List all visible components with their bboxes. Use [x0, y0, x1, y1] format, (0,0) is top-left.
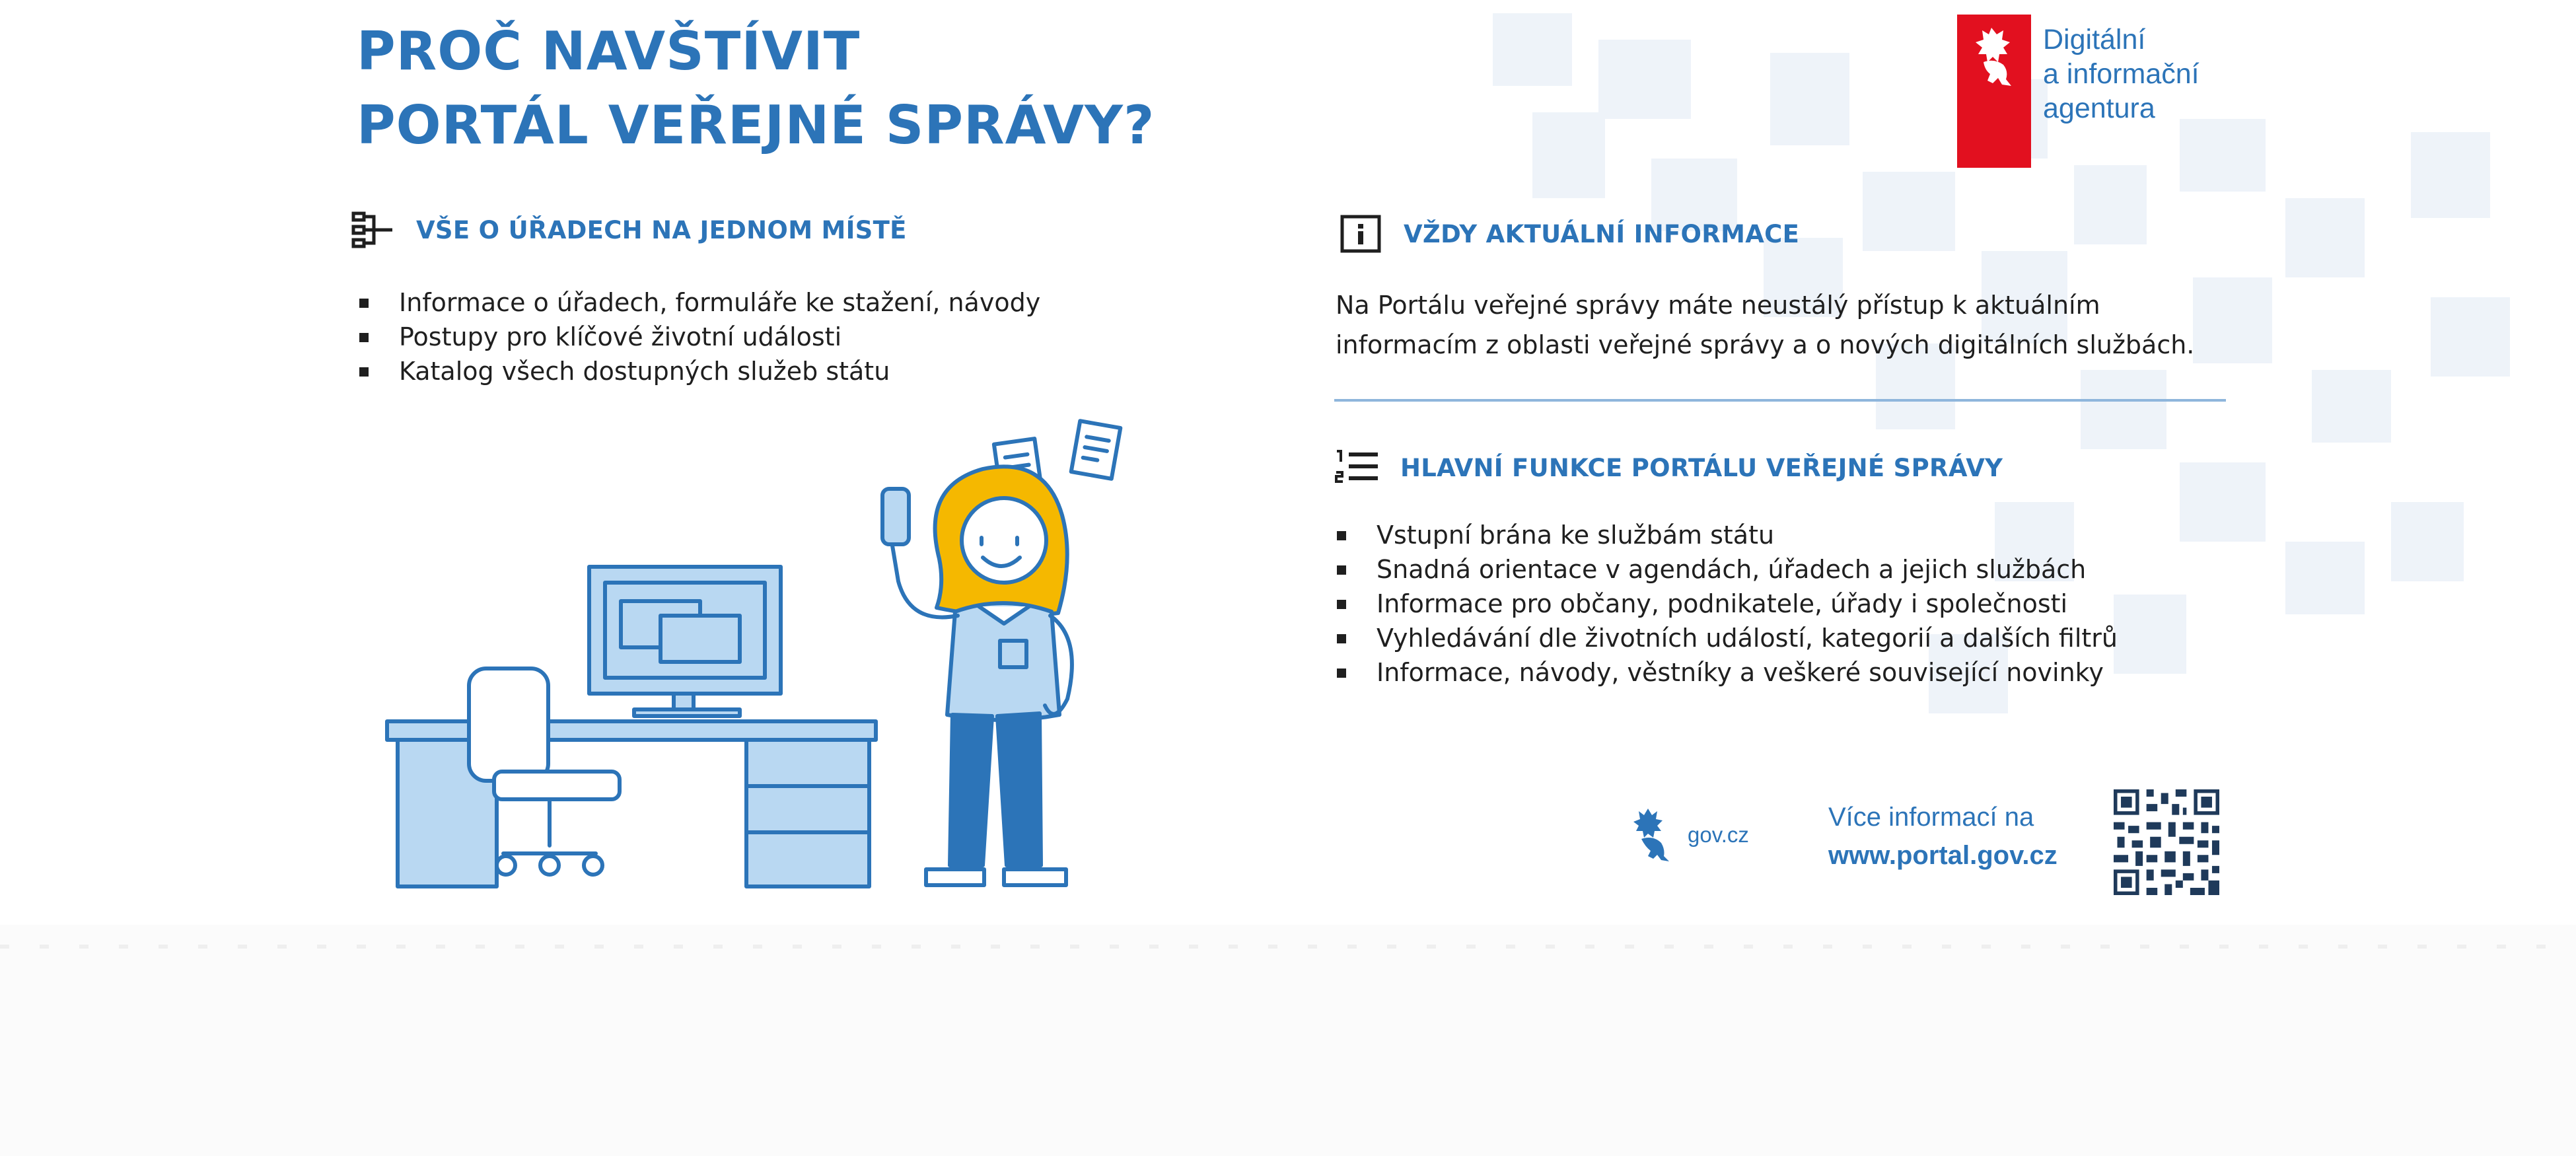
section-office-title: VŠE O ÚŘADECH NA JEDNOM MÍSTĚ	[416, 215, 907, 244]
qr-code-icon[interactable]	[2114, 789, 2219, 895]
office-list	[357, 285, 1040, 388]
section-info-heading	[1338, 214, 1799, 254]
list-item: Vstupní brána ke službám státu	[1334, 518, 2118, 552]
desk	[387, 721, 876, 886]
portal-url-link[interactable]: www.portal.gov.cz	[1828, 841, 2057, 870]
logo-line-3: agentura	[2043, 92, 2155, 124]
faint-strip	[0, 945, 2576, 949]
person	[882, 466, 1072, 885]
list-item: Postupy pro klíčové životní události	[357, 320, 1040, 354]
title-line-1: PROČ NAVŠTÍVIT	[357, 20, 861, 82]
info-icon	[1338, 214, 1384, 254]
list-item: Informace o úřadech, formuláře ke stažení, návody	[357, 285, 1040, 320]
info-text-line-1: Na Portálu veřejné správy máte neustálý přístup k aktuálním	[1336, 291, 2100, 320]
more-info-label: Více informací na	[1828, 803, 2034, 832]
list-item: Informace pro občany, podnikatele, úřady i společnosti	[1334, 587, 2118, 621]
gov-label: gov.cz	[1688, 822, 1749, 847]
functions-list	[1334, 518, 2118, 690]
list-item: Informace, návody, věstníky a veškeré související novinky	[1334, 655, 2118, 690]
monitor	[589, 567, 781, 716]
czech-lion-icon	[1628, 806, 1674, 864]
section-functions-heading	[1334, 448, 2003, 488]
more-info	[1828, 798, 2057, 875]
czech-lion-icon	[1965, 24, 2023, 90]
section-office-heading	[350, 210, 907, 250]
illustration	[376, 410, 1169, 898]
logo-line-1: Digitální	[2043, 24, 2146, 55]
gov-logo	[1628, 806, 1749, 864]
list-item: Snadná orientace v agendách, úřadech a jejich službách	[1334, 552, 2118, 587]
logo-line-2: a informační	[2043, 58, 2200, 90]
section-divider	[1334, 399, 2226, 402]
numbered-list-icon	[1334, 448, 1380, 488]
list-item: Vyhledávání dle životních událostí, kategorií a dalších filtrů	[1334, 621, 2118, 655]
info-paragraph	[1336, 285, 2194, 365]
document-icon	[1071, 421, 1121, 479]
blank-footer-area	[0, 925, 2576, 1156]
info-text-line-2: informacím z oblasti veřejné správy a o nových digitálních službách.	[1336, 330, 2195, 359]
list-item: Katalog všech dostupných služeb státu	[357, 354, 1040, 388]
section-functions-title: HLAVNÍ FUNKCE PORTÁLU VEŘEJNÉ SPRÁVY	[1400, 453, 2003, 482]
section-info-title: VŽDY AKTUÁLNÍ INFORMACE	[1404, 219, 1800, 248]
logo-text	[2043, 22, 2200, 126]
logo-shield	[1957, 15, 2031, 168]
page-title	[357, 15, 1155, 163]
hierarchy-icon	[350, 210, 396, 250]
title-line-2: PORTÁL VEŘEJNÉ SPRÁVY?	[357, 94, 1155, 156]
dia-logo	[1957, 15, 2221, 168]
